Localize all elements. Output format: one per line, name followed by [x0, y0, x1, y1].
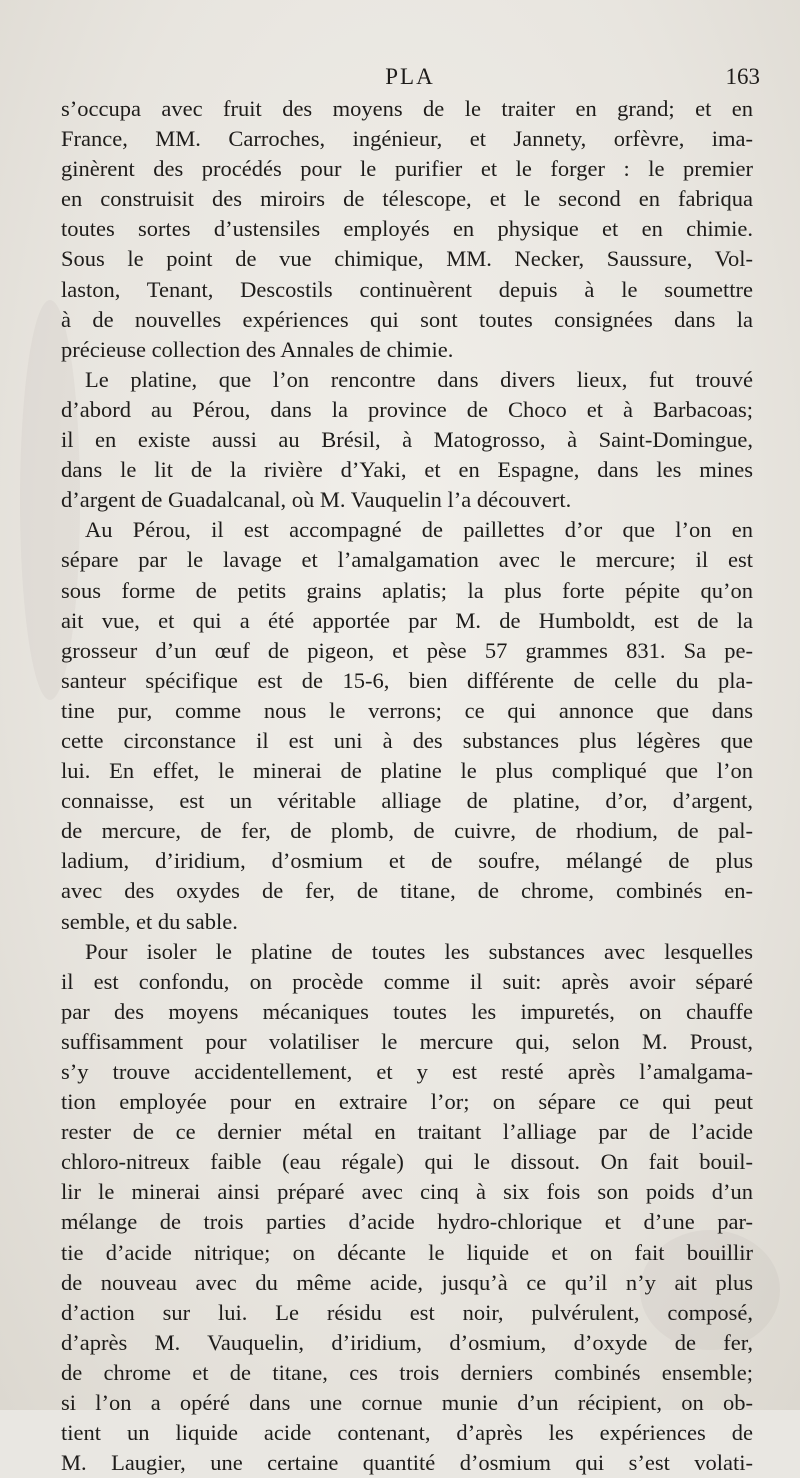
text-line: connaisse, est un véritable alliage de platine, d’or, d’argent,: [61, 788, 753, 814]
body-text: [61, 94, 753, 1478]
text-line: ladium, d’iridium, d’osmium et de soufre, mélangé de plus: [61, 848, 753, 874]
text-line: lui. En effet, le minerai de platine le plus compliqué que l’on: [61, 758, 753, 784]
text-line: s’occupa avec fruit des moyens de le traiter en grand; et en: [61, 96, 753, 121]
text-line: de nouveau avec du même acide, jusqu’à ce qu’il n’y ait plus: [61, 1269, 753, 1295]
text-line: sépare par le lavage et l’amalgamation avec le mercure; il est: [61, 547, 753, 573]
text-line: toutes sortes d’ustensiles employés en physique et en chimie.: [61, 216, 753, 242]
text-line: d’argent de Guadalcanal, où M. Vauquelin l’a découvert.: [61, 487, 572, 513]
text-line: il en existe aussi au Brésil, à Matogrosso, à Saint-Domingue,: [61, 427, 753, 453]
text-line: suffisamment pour volatiliser le mercure qui, selon M. Proust,: [61, 1028, 753, 1054]
text-line: rester de ce dernier métal en traitant l’alliage par de l’acide: [61, 1119, 753, 1145]
text-line: tine pur, comme nous le verrons; ce qui annonce que dans: [61, 697, 753, 723]
text-line: ginèrent des procédés pour le purifier et le forger : le premier: [61, 156, 753, 182]
text-line: France, MM. Carroches, ingénieur, et Jannety, orfèvre, ima-: [61, 126, 753, 152]
text-line: tie d’acide nitrique; on décante le liquide et on fait bouillir: [61, 1239, 753, 1265]
text-line: de chrome et de titane, ces trois derniers combinés ensemble;: [61, 1359, 753, 1385]
text-line: par des moyens mécaniques toutes les impuretés, on chauffe: [61, 998, 753, 1024]
text-line: avec des oxydes de fer, de titane, de chrome, combinés en-: [61, 878, 753, 904]
text-line: ait vue, et qui a été apportée par M. de Humboldt, est de la: [61, 607, 753, 633]
text-line: d’abord au Pérou, dans la province de Choco et à Barbacoas;: [61, 396, 753, 422]
text-line: s’y trouve accidentellement, et y est resté après l’amalgama-: [61, 1059, 753, 1084]
text-line: Au Pérou, il est accompagné de paillettes d’or que l’on en: [85, 517, 753, 543]
text-line: si l’on a opéré dans une cornue munie d’un récipient, on ob-: [61, 1390, 753, 1416]
text-line: tion employée pour en extraire l’or; on sépare ce qui peut: [61, 1089, 753, 1115]
page-header: [60, 62, 760, 92]
text-line: précieuse collection des Annales de chimie.: [61, 336, 454, 362]
text-line: M. Laugier, une certaine quantité d’osmium qui s’est volati-: [61, 1450, 753, 1476]
text-line: il est confondu, on procède comme il suit: après avoir séparé: [61, 968, 753, 994]
text-line: dans le lit de la rivière d’Yaki, et en Espagne, dans les mines: [61, 457, 753, 483]
text-line: d’action sur lui. Le résidu est noir, pulvérulent, composé,: [61, 1299, 753, 1325]
text-line: Pour isoler le platine de toutes les substances avec lesquelles: [85, 938, 753, 964]
text-line: lir le minerai ainsi préparé avec cinq à six fois son poids d’un: [61, 1179, 753, 1205]
text-line: à de nouvelles expériences qui sont toutes consignées dans la: [61, 306, 753, 332]
text-line: Le platine, que l’on rencontre dans divers lieux, fut trouvé: [85, 366, 753, 392]
text-line: chloro-nitreux faible (eau régale) qui le dissout. On fait bouil-: [61, 1149, 753, 1175]
text-line: semble, et du sable.: [61, 908, 238, 934]
text-line: en construisit des miroirs de télescope, et le second en fabriqua: [61, 186, 753, 212]
text-line: tient un liquide acide contenant, d’après les expériences de: [61, 1420, 753, 1446]
text-line: mélange de trois parties d’acide hydro-chlorique et d’une par-: [61, 1209, 753, 1235]
text-line: sous forme de petits grains aplatis; la plus forte pépite qu’on: [61, 577, 753, 603]
text-line: Sous le point de vue chimique, MM. Necker, Saussure, Vol-: [61, 246, 753, 272]
text-line: laston, Tenant, Descostils continuèrent depuis à le soumettre: [61, 276, 753, 302]
text-line: d’après M. Vauquelin, d’iridium, d’osmium, d’oxyde de fer,: [61, 1329, 753, 1355]
page-number: 163: [725, 64, 760, 89]
text-line: grosseur d’un œuf de pigeon, et pèse 57 grammes 831. Sa pe-: [61, 637, 753, 663]
text-line: santeur spécifique est de 15-6, bien différente de celle du pla-: [61, 667, 753, 693]
text-line: de mercure, de fer, de plomb, de cuivre, de rhodium, de pal-: [61, 818, 753, 844]
running-head: PLA: [385, 64, 435, 89]
text-line: cette circonstance il est uni à des substances plus légères que: [61, 727, 753, 753]
